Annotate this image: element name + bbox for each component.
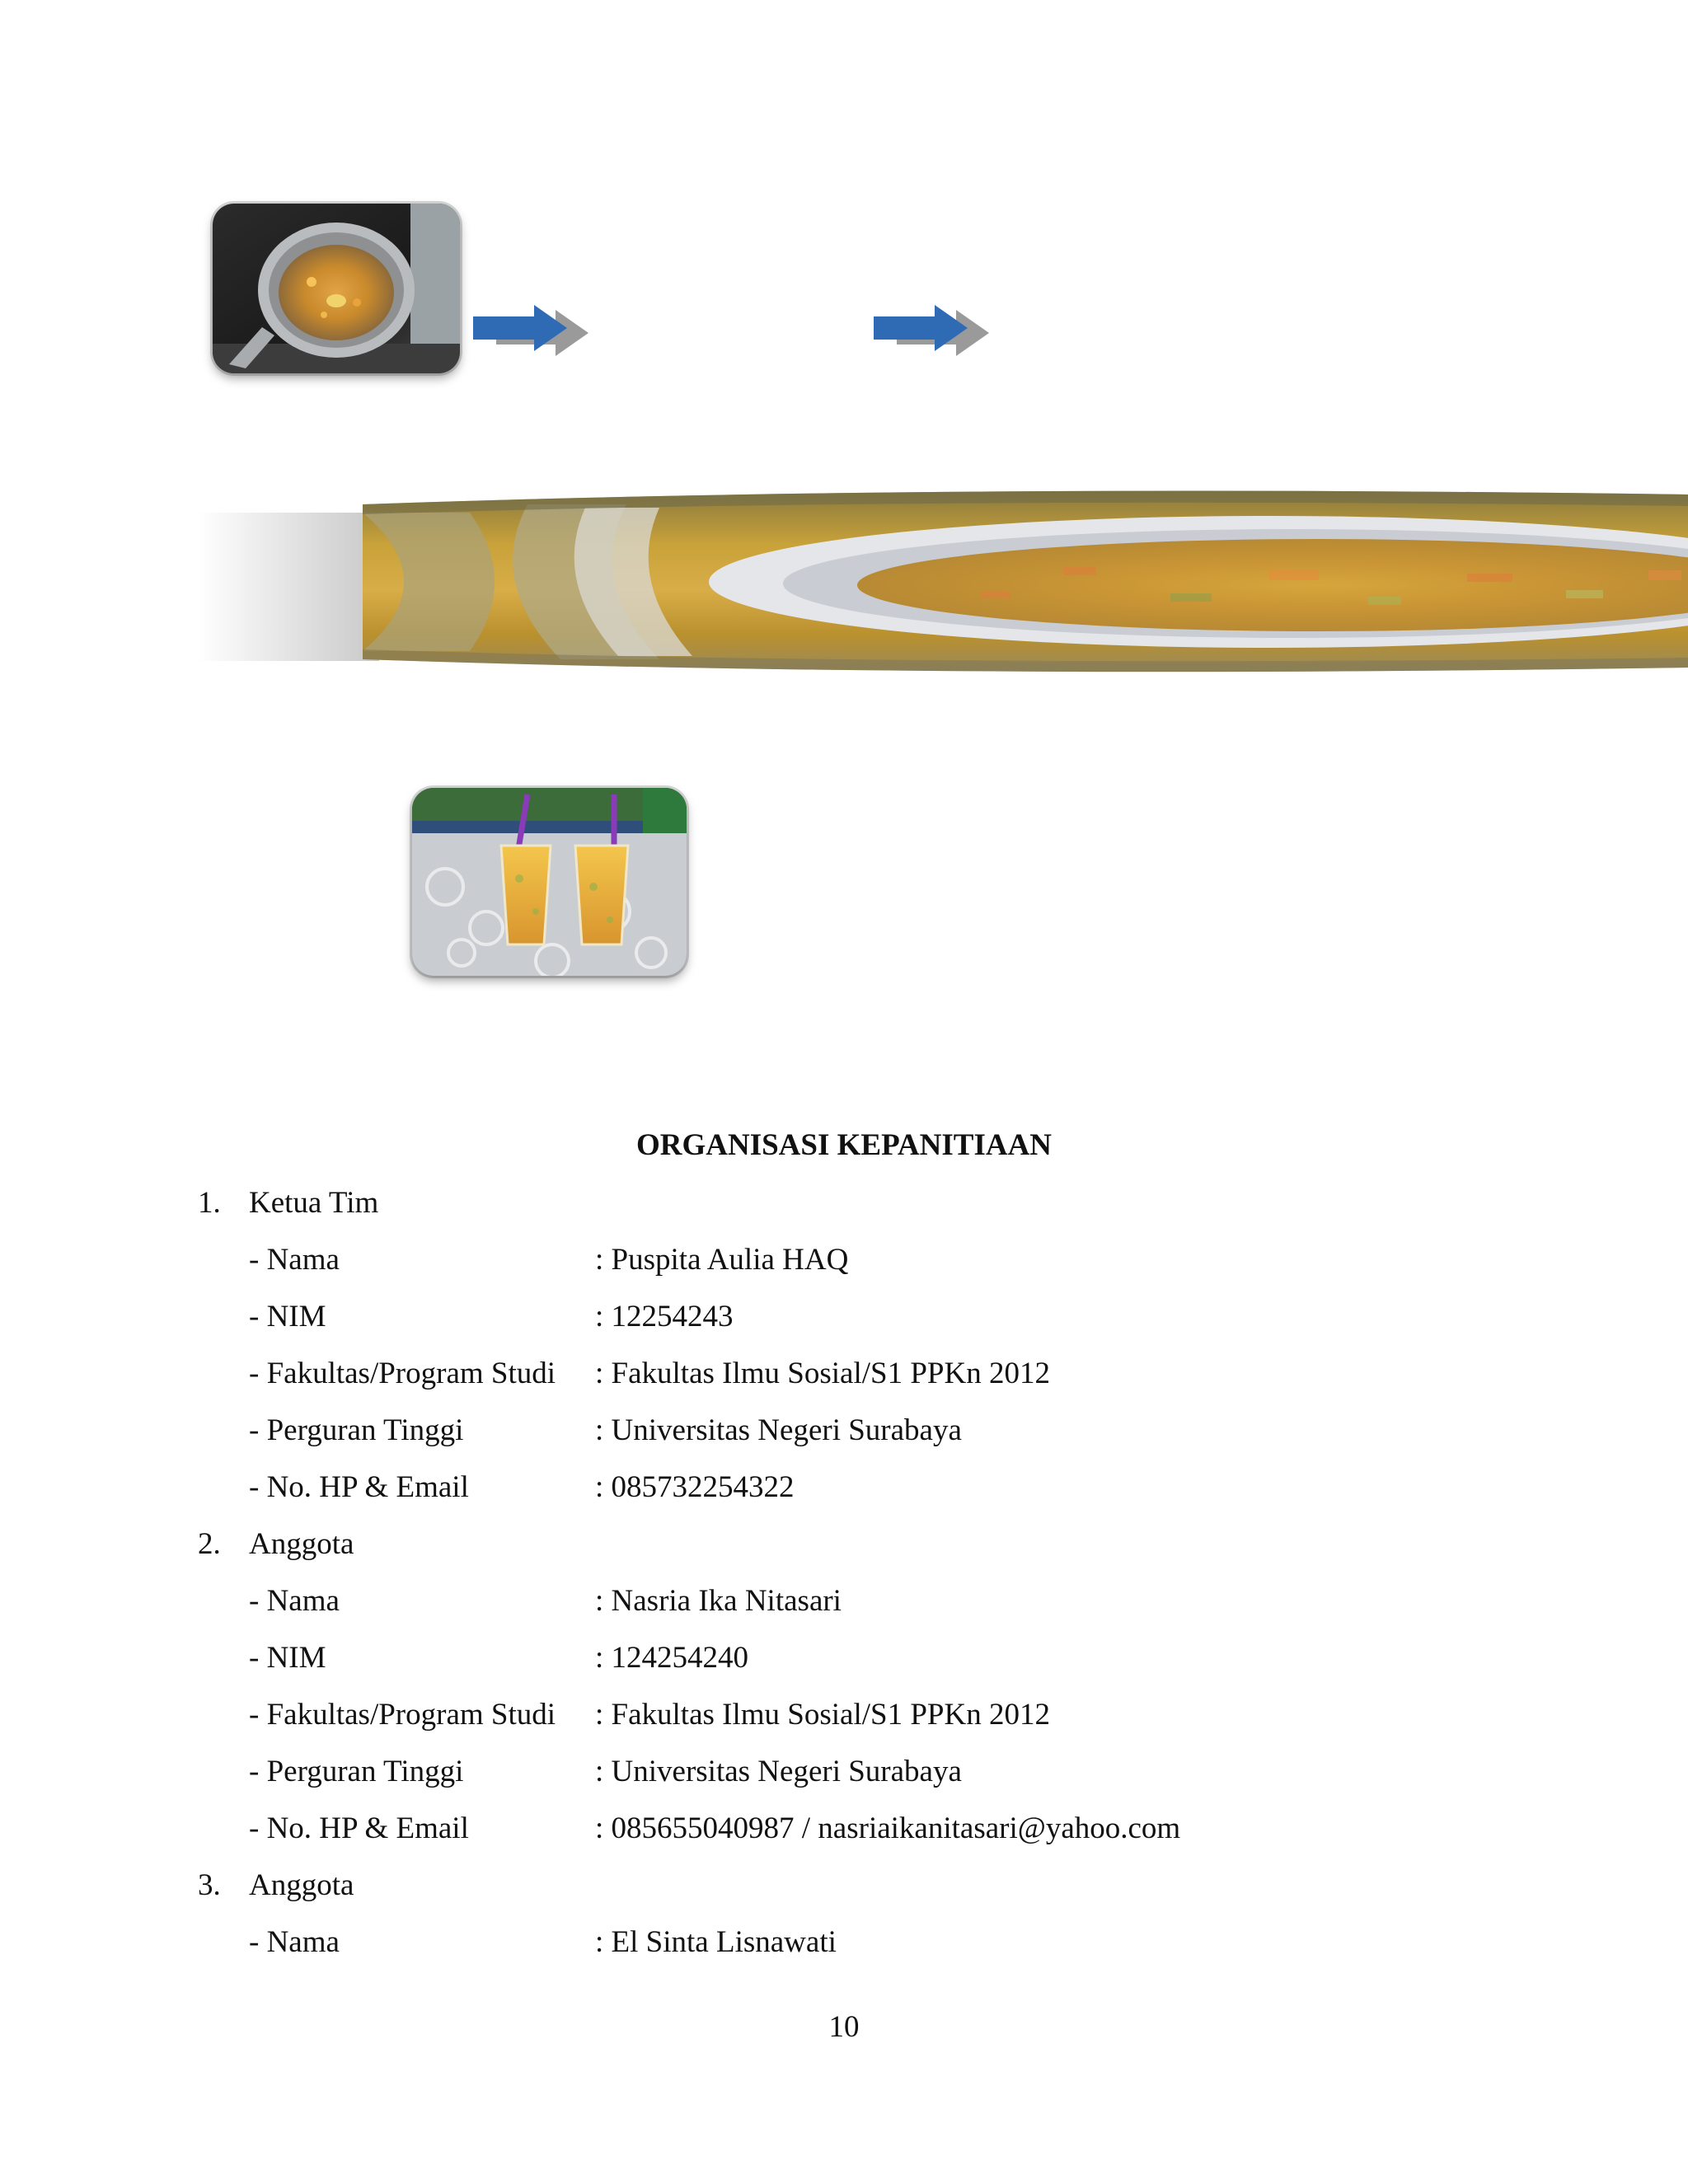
- field-value: : Puspita Aulia HAQ: [595, 1243, 849, 1277]
- field-value: : 12254243: [595, 1300, 734, 1333]
- member-field-row: [198, 1231, 1599, 1288]
- field-value: : Fakultas Ilmu Sosial/S1 PPKn 2012: [595, 1357, 1050, 1390]
- member-field-row: [198, 1572, 1599, 1629]
- page-number: 10: [828, 2010, 860, 2044]
- drinks-image: [412, 788, 687, 976]
- member-number: 3.: [198, 1868, 221, 1902]
- field-label: - Nama: [249, 1584, 340, 1618]
- stretched-food-banner: [198, 488, 1688, 676]
- member-field-row: [198, 1743, 1599, 1800]
- member-heading: [198, 1174, 1599, 1231]
- drinks-photo: [412, 788, 687, 976]
- cooking-pan-image: [213, 204, 460, 373]
- field-label: - Fakultas/Program Studi: [249, 1698, 556, 1732]
- member-role: Ketua Tim: [249, 1186, 379, 1220]
- member-field-row: [198, 1686, 1599, 1743]
- field-label: - NIM: [249, 1641, 326, 1675]
- member-heading: [198, 1857, 1599, 1914]
- cooking-pan-photo: [213, 204, 460, 373]
- member-heading: [198, 1516, 1599, 1572]
- field-value: : Nasria Ika Nitasari: [595, 1584, 842, 1618]
- member-field-row: [198, 1402, 1599, 1459]
- section-title: ORGANISASI KEPANITIAAN: [635, 1128, 1053, 1162]
- field-label: - No. HP & Email: [249, 1811, 469, 1845]
- member-number: 1.: [198, 1186, 221, 1220]
- field-value: : El Sinta Lisnawati: [595, 1925, 837, 1959]
- member-number: 2.: [198, 1527, 221, 1561]
- member-field-row: [198, 1288, 1599, 1345]
- member-role: Anggota: [249, 1868, 354, 1902]
- process-arrow-icon: [473, 305, 588, 359]
- field-value: : 085655040987 / nasriaikanitasari@yahoo.com: [595, 1811, 1181, 1845]
- member-field-row: [198, 1800, 1599, 1857]
- field-label: - NIM: [249, 1300, 326, 1333]
- field-label: - Perguran Tinggi: [249, 1755, 464, 1788]
- process-arrow-icon: [874, 305, 989, 359]
- field-label: - Fakultas/Program Studi: [249, 1357, 556, 1390]
- field-label: - Perguran Tinggi: [249, 1413, 464, 1447]
- member-field-row: [198, 1459, 1599, 1516]
- member-list: [198, 1174, 1599, 1971]
- field-label: - No. HP & Email: [249, 1470, 469, 1504]
- field-label: - Nama: [249, 1243, 340, 1277]
- member-role: Anggota: [249, 1527, 354, 1561]
- field-value: : 124254240: [595, 1641, 749, 1675]
- field-label: - Nama: [249, 1925, 340, 1959]
- field-value: : Fakultas Ilmu Sosial/S1 PPKn 2012: [595, 1698, 1050, 1732]
- field-value: : Universitas Negeri Surabaya: [595, 1413, 962, 1447]
- member-field-row: [198, 1914, 1599, 1971]
- member-field-row: [198, 1629, 1599, 1686]
- field-value: : 085732254322: [595, 1470, 795, 1504]
- field-value: : Universitas Negeri Surabaya: [595, 1755, 962, 1788]
- member-field-row: [198, 1345, 1599, 1402]
